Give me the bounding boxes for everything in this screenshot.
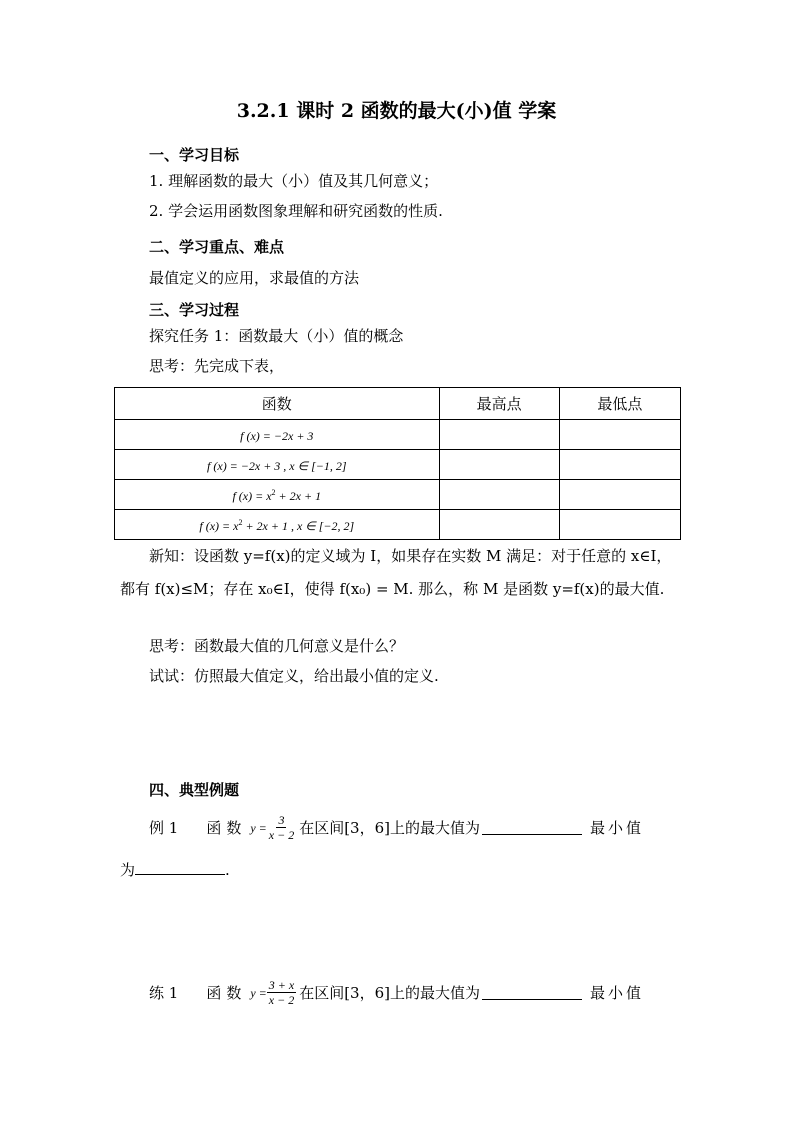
- table-cell-highest-1[interactable]: [439, 420, 559, 450]
- page-title: 3.2.1 课时 2 函数的最大(小)值 学案: [236, 100, 557, 122]
- table-row-function-2: f (x) = −2x + 3 , x ∈ [−1, 2]: [115, 450, 440, 480]
- practice-1-word: 函数: [206, 983, 247, 1002]
- practice-1-min-label: 最小值: [590, 983, 645, 1002]
- practice-1-fraction: $\frac{3 + x}{x - 2}$: [268, 978, 295, 1007]
- example-1-line: [149, 813, 644, 842]
- table-row-function-1: f (x) = −2x + 3: [115, 420, 440, 450]
- function-table: [114, 387, 681, 540]
- example-1-line-2: [120, 860, 230, 880]
- table-header-lowest: 最低点: [559, 388, 680, 420]
- practice-1-max-blank[interactable]: [482, 985, 582, 1000]
- example-1-period: .: [225, 861, 230, 879]
- table-row-function-3: f $(x) = x^2 + 2x + 1$: [115, 480, 440, 510]
- practice-1-label: 练 1: [149, 983, 179, 1002]
- new-knowledge-line-2: 都有 f(x)≤M；存在 x₀∈I，使得 f(x₀) = M. 那么，称 M 是函数 y=f(x)的最大值.: [120, 580, 665, 598]
- table-header-highest: 最高点: [439, 388, 559, 420]
- example-1-word: 函数: [206, 818, 247, 837]
- example-1-label: 例 1: [149, 818, 179, 837]
- section-2-heading: 二、学习重点、难点: [149, 238, 285, 256]
- section-4-heading: 四、典型例题: [149, 781, 240, 799]
- table-cell-lowest-1[interactable]: [559, 420, 680, 450]
- think-geometric-text: 思考：函数最大值的几何意义是什么？: [149, 637, 405, 655]
- example-1-max-blank[interactable]: [482, 820, 582, 835]
- example-1-wei: 为: [120, 861, 136, 879]
- example-1-min-label: 最小值: [590, 818, 645, 837]
- think-text: 思考：先完成下表，: [149, 357, 285, 375]
- try-text: 试试：仿照最大值定义，给出最小值的定义.: [149, 667, 439, 685]
- table-cell-lowest-4[interactable]: [559, 510, 680, 540]
- task-1-text: 探究任务 1：函数最大（小）值的概念: [149, 327, 404, 345]
- table-cell-lowest-2[interactable]: [559, 450, 680, 480]
- table-cell-highest-3[interactable]: [439, 480, 559, 510]
- table-cell-highest-4[interactable]: [439, 510, 559, 540]
- example-1-min-blank[interactable]: [135, 860, 225, 875]
- section-1-heading: 一、学习目标: [149, 146, 240, 164]
- key-points-text: 最值定义的应用，求最值的方法: [149, 269, 360, 287]
- example-1-fraction: $\frac{3}{x - 2}$: [268, 813, 295, 842]
- new-knowledge-line-1: 新知：设函数 y=f(x)的定义域为 I，如果存在实数 M 满足：对于任意的 x∈I，: [149, 547, 672, 565]
- goal-item-1: 1. 理解函数的最大（小）值及其几何意义；: [149, 172, 439, 190]
- table-cell-highest-2[interactable]: [439, 450, 559, 480]
- table-header-function: 函数: [115, 388, 440, 420]
- practice-1-y: y =: [250, 985, 267, 1000]
- table-row-function-4: f $(x) = x^2 + 2x + 1$ , x ∈ [−2, 2]: [115, 510, 440, 540]
- table-cell-lowest-3[interactable]: [559, 480, 680, 510]
- example-1-y: y =: [250, 820, 267, 835]
- practice-1-line: [149, 978, 644, 1007]
- practice-1-question: 在区间[3，6]上的最大值为: [299, 983, 480, 1002]
- goal-item-2: 2. 学会运用函数图象理解和研究函数的性质.: [149, 202, 443, 220]
- section-3-heading: 三、学习过程: [149, 301, 240, 319]
- example-1-question: 在区间[3，6]上的最大值为: [299, 818, 480, 837]
